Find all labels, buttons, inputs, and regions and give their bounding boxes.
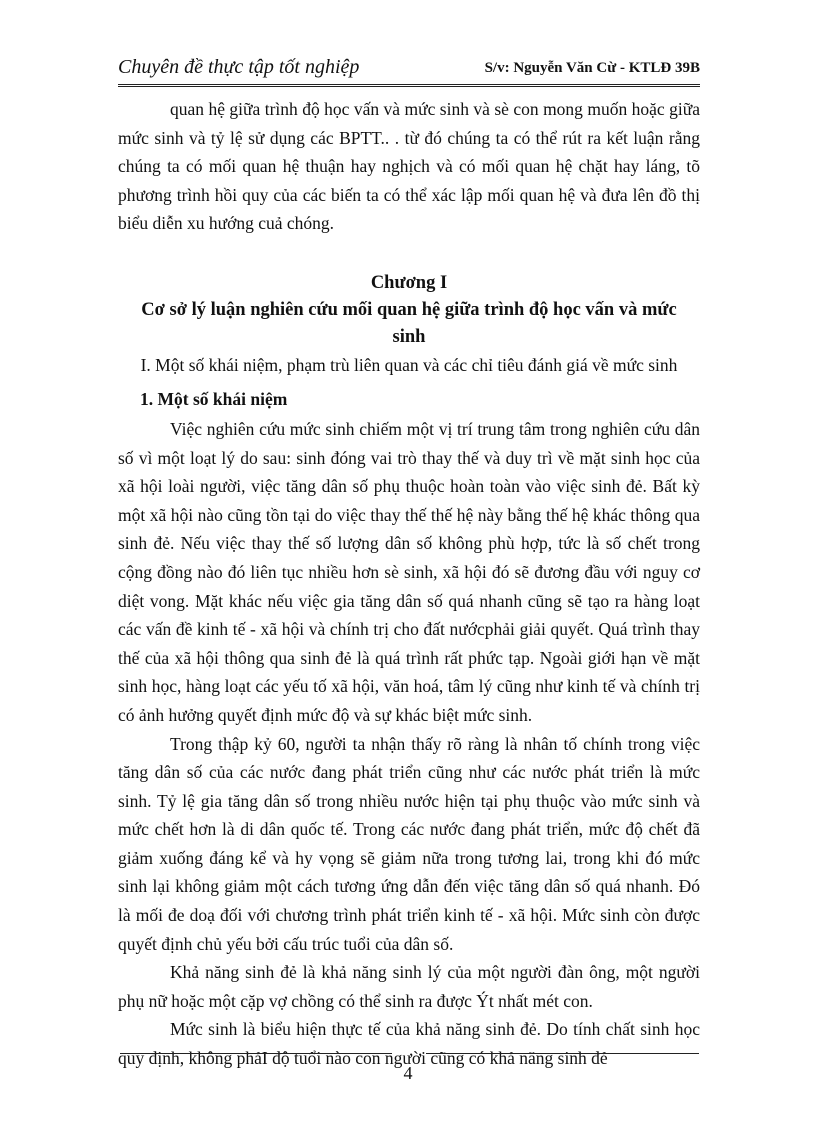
body-paragraph: Việc nghiên cứu mức sinh chiếm một vị trí trung tâm trong nghiên cứu dân số vì một loạt lý do sau: sinh đóng vai trò thay thế và duy trì về mặt sinh học của xã hội loài người, việc tăng dân số phụ thuộc hoàn toàn vào việc sinh đẻ. Bất kỳ một xã hội nào cũng tồn tại do việc thay thế thế hệ này bằng thế hệ khác thông qua sinh đẻ. Nếu việc thay thế số lượng dân số không phù hợp, tức là số chết trong cộng đồng nào đó liên tục nhiều hơn sè sinh, xã hội đó sẽ đương đầu với nguy cơ diệt vong. Mặt khác nếu việc gia tăng dân số quá nhanh cũng sẽ tạo ra hàng loạt các vấn đề kinh tế - xã hội và chính trị cho đất nướcphải giải quyết. Quá trình thay thế của xã hội thông qua sinh đẻ là quá trình rất phức tạp. Ngoài giới hạn về mặt sinh học, hàng loạt các yếu tố xã hội, văn hoá, tâm lý cũng như kinh tế và chính trị có ảnh hưởng quyết định mức độ và sự khác biệt mức sinh. xyxy=(118,418,700,725)
body-paragraph: Mức sinh là biểu hiện thực tế của khả năng sinh đẻ. Do tính chất sinh học quy định, không phảI độ tuổi nào con người cũng có khả năng sinh đẻ xyxy=(118,1019,700,1069)
page-number: 4 xyxy=(403,1063,413,1083)
intro-paragraph: quan hệ giữa trình độ học vấn và mức sinh và sè con mong muốn hoặc giữa mức sinh và tỷ lệ sử dụng các BPTT.. . từ đó chúng ta có thể rút ra kết luận rằng chúng ta có mối quan hệ thuận hay nghịch và có mối quan hệ chặt hay láng, tõ phương trình hồi quy của các biến ta có thể xác lập mối quan hệ và đưa lên đồ thị biểu diễn xu hướng cuả chóng. xyxy=(118,99,700,234)
chapter-title: Cơ sở lý luận nghiên cứu mối quan hệ giữa trình độ học vấn và mức sinh xyxy=(141,299,677,347)
subsection-heading: 1. Một số khái niệm xyxy=(140,388,288,409)
footer-divider-right xyxy=(426,1053,699,1054)
chapter-label: Chương I xyxy=(370,272,448,293)
page-body xyxy=(118,95,700,1073)
document-title: Chuyên đề thực tập tốt nghiệp xyxy=(118,56,360,78)
page-header xyxy=(118,56,700,80)
header-divider xyxy=(118,84,700,85)
body-paragraph: Trong thập kỷ 60, người ta nhận thấy rõ ràng là nhân tố chính trong việc tăng dân số của các nước đang phát triển cũng như các nước phát triển là mức sinh. Tỷ lệ gia tăng dân số trong nhiều nước hiện tại phụ thuộc vào mức sinh và mức chết hơn là di dân quốc tế. Trong các nước đang phát triển, mức độ chết đã giảm xuống đáng kể và hy vọng sẽ giảm nữa trong tương lai, trong khi đó mức sinh lại không giảm một cách tương ứng dẫn đến việc tăng dân số quá nhanh. Đó là mối đe doạ đối với chương trình phát triển kinh tế - xã hội. Mức sinh còn được quyết định chủ yếu bởi cấu trúc tuổi của dân số. xyxy=(118,733,700,954)
header-divider-secondary xyxy=(118,86,700,87)
body-paragraph: Khả năng sinh đẻ là khả năng sinh lý của một người đàn ông, một người phụ nữ hoặc một cặp vợ chồng có thể sinh ra được Ýt nhất mét con. xyxy=(118,962,700,1011)
footer-divider-left xyxy=(120,1053,392,1054)
author-info: S/v: Nguyễn Văn Cừ - KTLĐ 39B xyxy=(484,60,700,76)
chapter-heading xyxy=(118,270,700,351)
section-heading: I. Một số khái niệm, phạm trù liên quan và các chỉ tiêu đánh giá về mức sinh xyxy=(140,354,678,375)
